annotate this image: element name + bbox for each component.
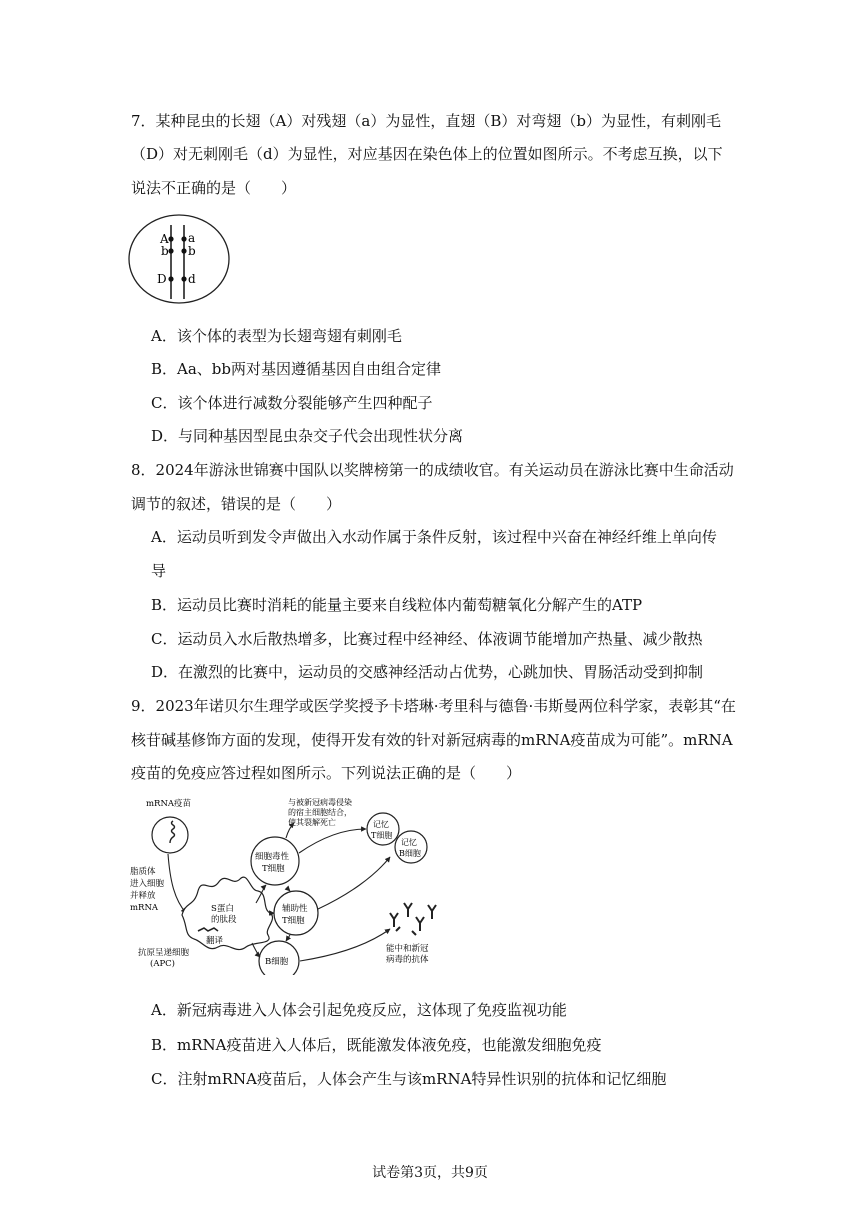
gene-label-D: D <box>157 272 167 286</box>
q8-option-c[interactable]: C．运动员入水后散热增多，比赛过程中经神经、体液调节能增加产热量、减少散热 <box>151 630 703 648</box>
helper-t-label-2: T细胞 <box>282 916 305 926</box>
q7-option-c[interactable]: C．该个体进行减数分裂能够产生四种配子 <box>151 394 433 412</box>
memory-b-cell <box>395 831 427 863</box>
q8-stem-line-1: 8．2024年游泳世锦赛中国队以奖牌榜第一的成绩收官。有关运动员在游泳比赛中生命活动 <box>131 461 734 479</box>
liposome-note-1: 脂质体 <box>130 867 156 877</box>
q7-option-a[interactable]: A．该个体的表型为长翅弯翅有刺刚毛 <box>151 327 402 345</box>
memory-t-label-1: 记忆 <box>373 820 389 829</box>
q8-option-a[interactable]: A．运动员听到发令声做出入水动作属于条件反射，该过程中兴奋在神经纤维上单向传 <box>151 528 717 546</box>
gene-label-A: A <box>160 232 169 246</box>
memory-t-label-2: T细胞 <box>371 831 393 840</box>
q8-stem-line-2: 调节的叙述，错误的是（ ） <box>131 495 342 513</box>
liposome-circle <box>152 817 188 853</box>
q8-option-b[interactable]: B．运动员比赛时消耗的能量主要来自线粒体内葡萄糖氧化分解产生的ATP <box>151 596 643 614</box>
chromosome-figure <box>126 213 232 305</box>
q9-stem-line-2: 核苷碱基修饰方面的发现，使得开发有效的针对新冠病毒的mRNA疫苗成为可能”。mRNA <box>131 731 733 749</box>
antibody-label-1: 能中和新冠 <box>386 944 429 954</box>
kill-note-3: 使其裂解死亡 <box>288 818 336 827</box>
gene-label-a: a <box>188 231 196 245</box>
q9-stem-line-1: 9．2023年诺贝尔生理学或医学奖授予卡塔琳·考里科与德鲁·韦斯曼两位科学家，表彰其“在 <box>131 697 736 715</box>
q9-option-b[interactable]: B．mRNA疫苗进入人体后，既能激发体液免疫，也能激发细胞免疫 <box>151 1036 602 1054</box>
q7-stem-line-3: 说法不正确的是（ ） <box>131 179 297 197</box>
q9-option-c[interactable]: C．注射mRNA疫苗后，人体会产生与该mRNA特异性识别的抗体和记忆细胞 <box>151 1070 667 1088</box>
s-protein-label-2: 的肽段 <box>211 915 237 925</box>
cytotoxic-t-label-1: 细胞毒性 <box>255 852 290 862</box>
kill-note-2: 的宿主细胞结合， <box>288 808 352 817</box>
b-cell-label: B细胞 <box>265 957 289 967</box>
memory-t-cell <box>367 813 399 845</box>
kill-note-1: 与被新冠病毒侵染 <box>288 798 352 807</box>
gene-label-b-right: b <box>188 244 196 258</box>
q9-stem-line-3: 疫苗的免疫应答过程如图所示。下列说法正确的是（ ） <box>131 764 522 782</box>
translation-label: 翻译 <box>206 936 224 946</box>
apc-label-1: 抗原呈递细胞 <box>138 948 190 958</box>
antibody-label-2: 病毒的抗体 <box>386 955 429 965</box>
cytotoxic-t-label-2: T细胞 <box>262 864 285 874</box>
antibody-icons <box>390 903 436 935</box>
q9-option-a[interactable]: A．新冠病毒进入人体会引起免疫反应，这体现了免疫监视功能 <box>151 1001 567 1019</box>
q8-option-d[interactable]: D．在激烈的比赛中，运动员的交感神经活动占优势，心跳加快、胃肠活动受到抑制 <box>151 663 704 681</box>
liposome-note-3: 并释放 <box>130 891 156 901</box>
memory-b-label-1: 记忆 <box>401 838 417 847</box>
s-protein-label-1: S蛋白 <box>211 904 234 914</box>
gene-label-d: d <box>188 272 196 286</box>
gene-label-b-left: b <box>161 244 169 258</box>
q7-option-b[interactable]: B．Aa、bb两对基因遵循基因自由组合定律 <box>151 360 442 378</box>
liposome-note-4: mRNA <box>130 903 159 913</box>
liposome-note-2: 进入细胞 <box>130 879 165 889</box>
page-footer: 试卷第3页，共9页 <box>372 1165 488 1181</box>
apc-label-2: (APC) <box>150 959 175 969</box>
helper-t-label-1: 辅助性 <box>282 904 308 914</box>
q7-option-d[interactable]: D．与同种基因型昆虫杂交子代会出现性状分离 <box>151 427 464 445</box>
mrna-vaccine-immune-diagram <box>128 795 448 975</box>
q7-stem-line-1: 7．某种昆虫的长翅（A）对残翅（a）为显性，直翅（B）对弯翅（b）为显性，有刺刚毛 <box>131 112 721 130</box>
memory-b-label-2: B细胞 <box>399 849 421 858</box>
q7-stem-line-2: （D）对无刺刚毛（d）为显性，对应基因在染色体上的位置如图所示。不考虑互换，以下 <box>131 145 723 163</box>
mrna-vaccine-label: mRNA疫苗 <box>146 799 192 809</box>
q8-option-a-continued[interactable]: 导 <box>151 562 167 580</box>
